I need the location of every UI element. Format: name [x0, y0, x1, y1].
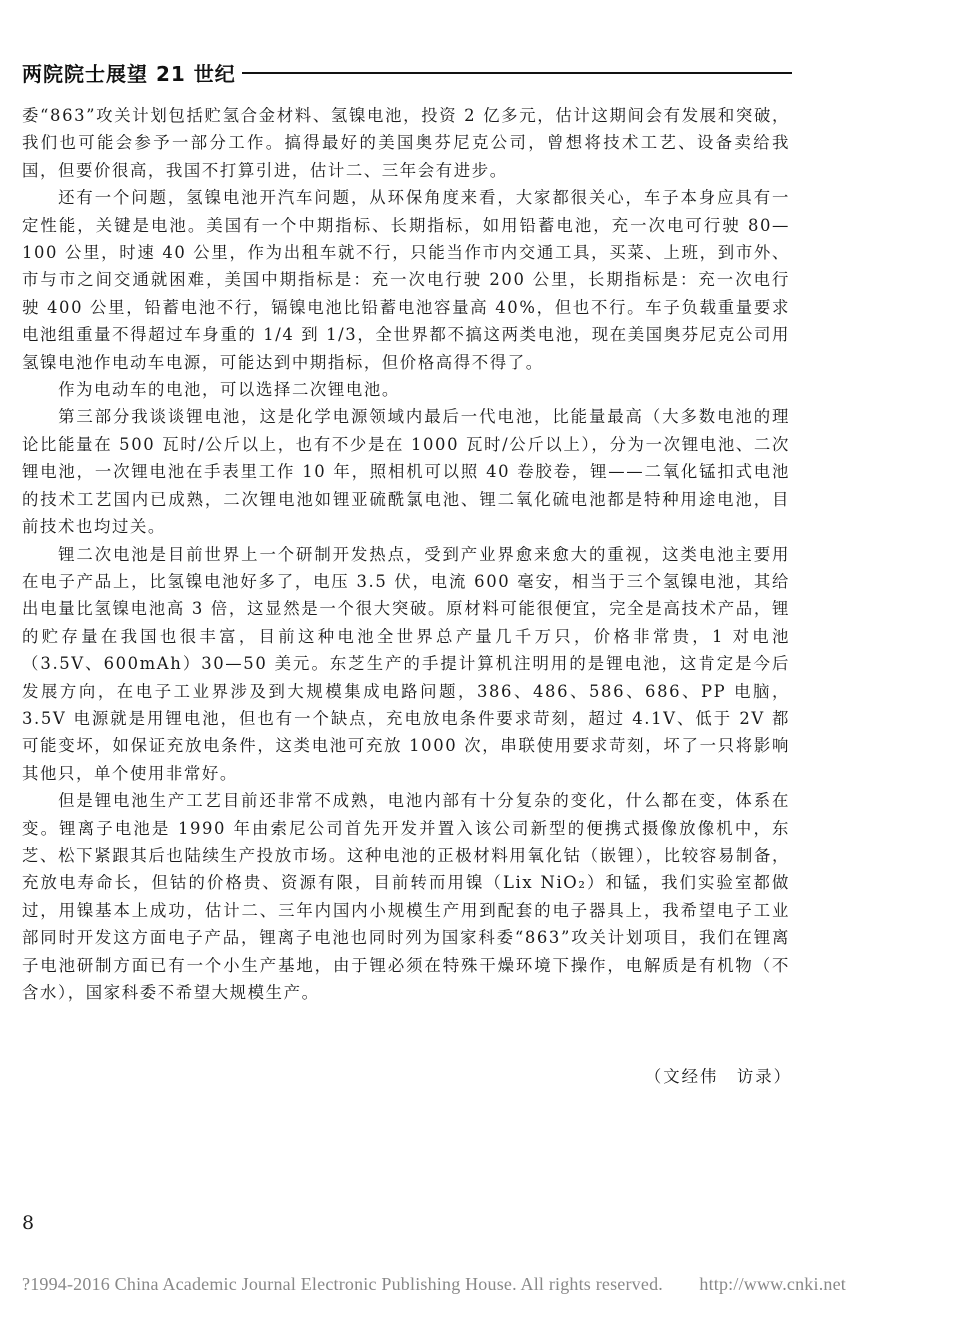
header-rule — [242, 72, 792, 74]
paragraph: 第三部分我谈谈锂电池，这是化学电源领域内最后一代电池，比能量最高（大多数电池的理论比能量在 500 瓦时/公斤以上，也有不少是在 1000 瓦时/公斤以上），分为一次锂电池、二次锂电池，一次锂电池在手表里工作 10 年，照相机可以照 40 卷胶卷，锂——二氧化锰扣式电池的技术工艺国内已成熟，二次锂电池如锂亚硫酰氯电池、锂二氧化硫电池都是特种用途电池，目前技术也均过关。 — [22, 407, 790, 537]
paragraph: 还有一个问题，氢镍电池开汽车问题，从环保角度来看，大家都很关心，车子本身应具有一定性能，关键是电池。美国有一个中期指标、长期指标，如用铅蓄电池，充一次电可行驶 80—100 公里，时速 40 公里，作为出租车就不行，只能当作市内交通工具，买菜、上班，到市外、市与市之间交通就困难，美国中期指标是：充一次电行驶 200 公里，长期指标是：充一次电行驶 400 公里，铅蓄电池不行，镉镍电池比铅蓄电池容量高 40%，但也不行。车子负载重量要求电池组重量不得超过车身重的 1/4 到 1/3，全世界都不搞这两类电池，现在美国奥芬尼克公司用氢镍电池作电动车电源，可能达到中期指标，但价格高得不得了。 — [22, 188, 790, 372]
paragraph: 作为电动车的电池，可以选择二次锂电池。 — [58, 380, 400, 400]
running-header — [22, 58, 792, 86]
header-title: 两院院士展望 21 世纪 — [22, 61, 236, 86]
interview-credit: （文经伟 访录） — [644, 1067, 792, 1086]
copyright-footer: ?1994-2016 China Academic Journal Electronic Publishing House. All rights reserved. http://www.cnki.net — [22, 1274, 846, 1294]
page-number: 8 — [22, 1212, 35, 1234]
paragraph: 锂二次电池是目前世界上一个研制开发热点，受到产业界愈来愈大的重视，这类电池主要用在电子产品上，比氢镍电池好多了，电压 3.5 伏，电流 600 毫安，相当于三个氢镍电池，其给出电量比氢镍电池高 3 倍，这显然是一个很大突破。原材料可能很便宜，完全是高技术产品，锂的贮存量在我国也很丰富，目前这种电池全世界总产量几千万只，价格非常贵，1 对电池（3.5V、600mAh）30—50 美元。东芝生产的手提计算机注明用的是锂电池，这肯定是今后发展方向，在电子工业界涉及到大规模集成电路问题，386、486、586、686、PP 电脑，3.5V 电源就是用锂电池，但也有一个缺点，充电放电条件要求苛刻，超过 4.1V、低于 2V 都可能变坏，如保证充放电条件，这类电池可充放 1000 次，串联使用要求苛刻，坏了一只将影响其他只，单个使用非常好。 — [22, 544, 790, 783]
paragraph: 委“863”攻关计划包括贮氢合金材料、氢镍电池，投资 2 亿多元，估计这期间会有发展和突破，我们也可能会参予一部分工作。搞得最好的美国奥芬尼克公司，曾想将技术工艺、设备卖给我国，但要价很高，我国不打算引进，估计二、三年会有进步。 — [22, 106, 790, 180]
paragraph: 但是锂电池生产工艺目前还非常不成熟，电池内部有十分复杂的变化，什么都在变，体系在变。锂离子电池是 1990 年由索尼公司首先开发并置入该公司新型的便携式摄像放像机中，东芝、松下紧跟其后也陆续生产投放市场。这种电池的正极材料用氧化钴（嵌锂），比较容易制备，充放电寿命长，但钴的价格贵、资源有限，目前转而用镍（Lix NiO₂）和锰，我们实验室都做过，用镍基本上成功，估计二、三年内国内小规模生产用到配套的电子器具上，我希望电子工业部同时开发这方面电子产品，锂离子电池也同时列为国家科委“863”攻关计划项目，我们在锂离子电池研制方面已有一个小生产基地，由于锂必须在特殊干燥环境下操作，电解质是有机物（不含水），国家科委不希望大规模生产。 — [22, 791, 790, 1002]
article-body — [22, 102, 790, 1006]
